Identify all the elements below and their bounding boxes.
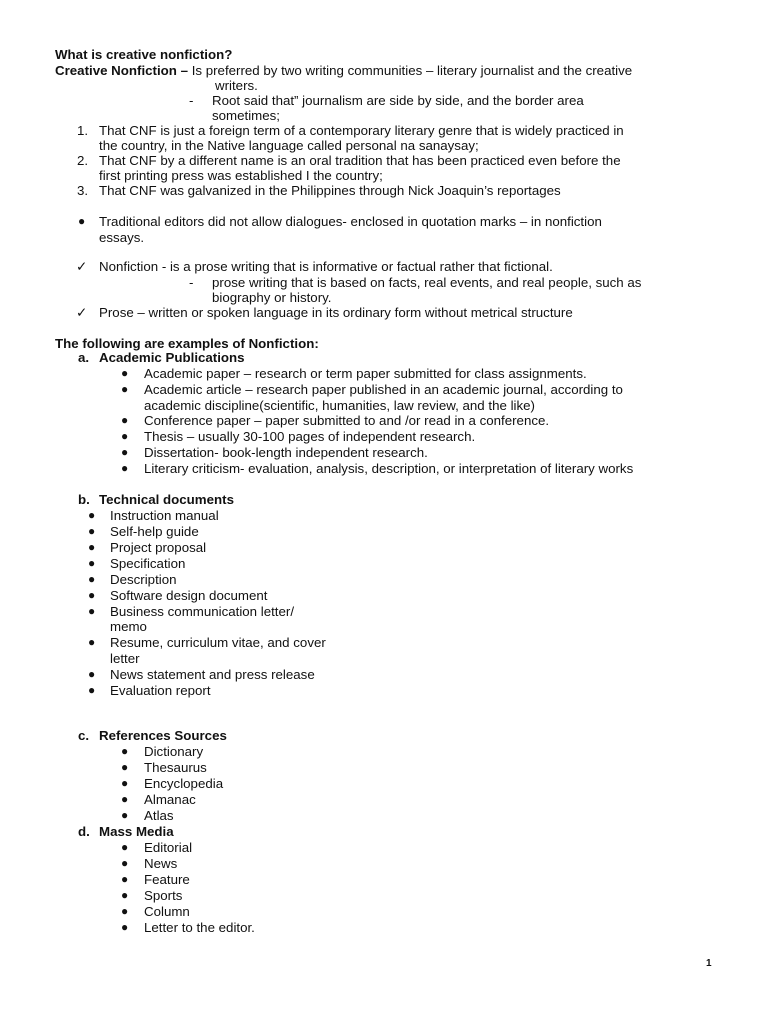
definition-text: Is preferred by two writing communities – literary journalist and the creative xyxy=(188,63,633,78)
list-item: Business communication letter/ xyxy=(110,604,295,619)
list-item: Academic paper – research or term paper submitted for class assignments. xyxy=(144,366,587,381)
bullet-icon: ● xyxy=(88,508,96,522)
bullet-icon: ● xyxy=(88,635,96,649)
root-quote-line: Root said that” journalism are side by side, and the border area xyxy=(212,93,584,108)
list-item: Atlas xyxy=(144,808,174,823)
list-item: Editorial xyxy=(144,840,193,855)
bullet-icon: ● xyxy=(88,524,96,538)
section-letter: b. xyxy=(78,492,90,507)
examples-heading: The following are examples of Nonfiction: xyxy=(55,336,319,351)
bullet-note: Traditional editors did not allow dialogues- enclosed in quotation marks – in nonfiction xyxy=(99,214,602,229)
list-item: Thesis – usually 30-100 pages of independent research. xyxy=(144,429,476,444)
numbered-item-2: That CNF by a different name is an oral tradition that has been practiced even before the xyxy=(99,153,621,168)
definition-term: Creative Nonfiction – xyxy=(55,63,188,78)
list-number: 1. xyxy=(77,123,89,138)
list-item: Description xyxy=(110,572,177,587)
numbered-item-1-cont: the country, in the Native language called personal na sanaysay; xyxy=(99,138,479,153)
nonfiction-definition: Nonfiction - is a prose writing that is informative or factual rather that fictional. xyxy=(99,259,553,274)
bullet-icon: ● xyxy=(121,904,129,918)
list-item: Feature xyxy=(144,872,190,887)
bullet-icon: ● xyxy=(121,382,129,396)
checkmark-icon: ✓ xyxy=(76,305,88,320)
definition-line xyxy=(55,63,632,78)
bullet-note-cont: essays. xyxy=(99,230,145,245)
checkmark-icon: ✓ xyxy=(76,259,88,274)
numbered-item-2-cont: first printing press was established I the country; xyxy=(99,168,383,183)
list-item: Encyclopedia xyxy=(144,776,224,791)
bullet-icon: ● xyxy=(88,572,96,586)
nonfiction-sub-cont: biography or history. xyxy=(212,290,332,305)
list-item: Dictionary xyxy=(144,744,204,759)
list-item: Dissertation- book-length independent research. xyxy=(144,445,428,460)
section-title-references: References Sources xyxy=(99,728,227,743)
section-letter: a. xyxy=(78,350,90,365)
bullet-icon: ● xyxy=(88,588,96,602)
bullet-icon: ● xyxy=(121,888,129,902)
section-title-mass-media: Mass Media xyxy=(99,824,174,839)
dash-marker: - xyxy=(189,93,194,108)
list-item: Almanac xyxy=(144,792,196,807)
section-title-technical: Technical documents xyxy=(99,492,234,507)
list-item: Sports xyxy=(144,888,183,903)
bullet-icon: ● xyxy=(121,760,129,774)
numbered-item-1: That CNF is just a foreign term of a contemporary literary genre that is widely practiced in xyxy=(99,123,624,138)
page-title: What is creative nonfiction? xyxy=(55,47,233,62)
bullet-icon: ● xyxy=(88,667,96,681)
bullet-icon: ● xyxy=(88,604,96,618)
nonfiction-sub: prose writing that is based on facts, real events, and real people, such as xyxy=(212,275,642,290)
list-item: Column xyxy=(144,904,190,919)
section-letter: d. xyxy=(78,824,90,839)
page-number: 1 xyxy=(706,958,712,969)
list-item: Self-help guide xyxy=(110,524,199,539)
dash-marker: - xyxy=(189,275,194,290)
list-item: Project proposal xyxy=(110,540,207,555)
list-item: Software design document xyxy=(110,588,268,603)
root-quote-cont: sometimes; xyxy=(212,108,280,123)
prose-definition: Prose – written or spoken language in its ordinary form without metrical structure xyxy=(99,305,573,320)
bullet-icon: ● xyxy=(121,840,129,854)
bullet-icon: ● xyxy=(121,461,129,475)
list-item: Conference paper – paper submitted to and /or read in a conference. xyxy=(144,413,550,428)
list-item: Academic article – research paper published in an academic journal, according to xyxy=(144,382,623,397)
list-item: Thesaurus xyxy=(144,760,207,775)
bullet-icon: ● xyxy=(121,792,129,806)
bullet-icon: ● xyxy=(121,366,129,380)
numbered-item-3: That CNF was galvanized in the Philippines through Nick Joaquin’s reportages xyxy=(99,183,561,198)
bullet-icon: ● xyxy=(121,744,129,758)
list-number: 2. xyxy=(77,153,89,168)
section-title-academic: Academic Publications xyxy=(99,350,245,365)
bullet-icon: ● xyxy=(121,776,129,790)
list-item: Resume, curriculum vitae, and cover xyxy=(110,635,326,650)
bullet-icon: ● xyxy=(88,683,96,697)
bullet-icon: ● xyxy=(121,856,129,870)
list-item-cont: memo xyxy=(110,619,147,634)
list-item: Literary criticism- evaluation, analysis, description, or interpretation of literary works xyxy=(144,461,634,476)
bullet-icon: ● xyxy=(121,872,129,886)
bullet-icon: ● xyxy=(121,429,129,443)
list-number: 3. xyxy=(77,183,89,198)
bullet-icon: ● xyxy=(88,556,96,570)
definition-text-cont: writers. xyxy=(215,78,258,93)
bullet-icon: ● xyxy=(121,445,129,459)
list-item: Specification xyxy=(110,556,186,571)
bullet-icon: ● xyxy=(121,808,129,822)
bullet-icon: ● xyxy=(121,413,129,427)
bullet-icon: ● xyxy=(121,920,129,934)
section-letter: c. xyxy=(78,728,90,743)
list-item: Letter to the editor. xyxy=(144,920,255,935)
list-item: News statement and press release xyxy=(110,667,315,682)
bullet-icon: ● xyxy=(78,214,86,228)
list-item: Instruction manual xyxy=(110,508,219,523)
list-item: News xyxy=(144,856,178,871)
list-item-cont: academic discipline(scientific, humanities, law review, and the like) xyxy=(144,398,535,413)
list-item: Evaluation report xyxy=(110,683,211,698)
bullet-icon: ● xyxy=(88,540,96,554)
list-item-cont: letter xyxy=(110,651,140,666)
